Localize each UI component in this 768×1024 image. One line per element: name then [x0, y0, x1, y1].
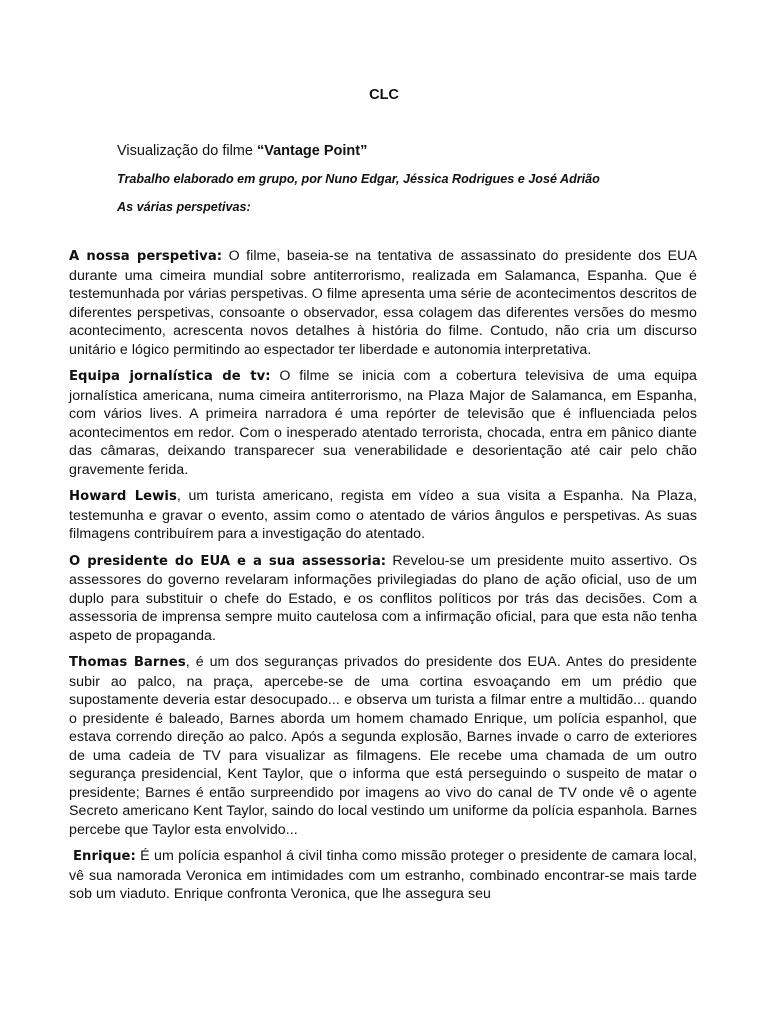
paragraph-text: O filme, baseia-se na tentativa de assassinato do presidente dos EUA durante uma cimeira mundial sobre antiterrorismo, realizada em Salamanca, Espanha. Que é testemunhada por várias perspetivas. O filme apresenta uma série de acontecimentos descritos de diferentes perspetivas, consoante o observador, essa colagem das diferentes versões do mesmo acontecimento, acrescenta novos detalhes à história do filme. Contudo, não cria um discurso unitário e lógico permitindo ao espectador ter liberdade e autonomia interpretativa. — [69, 248, 697, 358]
paragraph-presidente — [69, 552, 697, 646]
paragraph-howard-lewis — [69, 487, 697, 544]
paragraph-text: Revelou-se um presidente muito assertivo. Os assessores do governo revelaram informações privilegiadas do plano de ação oficial, uso de um duplo para substituir o chefe do Estado, e os conflitos políticos por trás das decisões. Com a assessoria de imprensa sempre muito cautelosa com a infirmação oficial, para que esta não tenha aspeto de propaganda. — [69, 552, 697, 644]
paragraph-nossa-perspetiva — [69, 247, 697, 359]
paragraph-label: Thomas Barnes — [69, 655, 186, 670]
document-header — [117, 142, 717, 227]
paragraph-text: O filme se inicia com a cobertura televisiva de uma equipa jornalística americana, numa cimeira antiterrorismo, na Plaza Major de Salamanca, em Espanha, com vários lives. A primeira narradora é uma repórter de televisão que é influenciada pelos acontecimentos em redor. Com o inesperado atentado terrorista, chocada, entra em pânico diante das câmaras, deixando transparecer sua venerabilidade e desorientação até cair pelo chão gravemente ferida. — [69, 368, 697, 478]
paragraph-text: , é um dos seguranças privados do presidente dos EUA. Antes do presidente subir ao palco, na praça, apercebe-se de uma cortina esvoaçando em um prédio que supostamente deveria estar desocupado... e observa um turista a filmar entre a multidão... quando o presidente é baleado, Barnes aborda um homem chamado Enrique, um polícia espanhol, que estava correndo direção ao palco. Após a segunda explosão, Barnes invade o carro de exteriores de uma cadeia de TV para visualizar as filmagens. Ele recebe uma chamada de um outro segurança presidencial, Kent Taylor, que o informa que está perseguindo o suspeito de matar o presidente; Barnes é então surpreendido por imagens ao vivo do canal de TV onde vê o agente Secreto americano Kent Taylor, saindo do local vestindo um uniforme da polícia espanhola. Barnes percebe que Taylor esta envolvido... — [69, 654, 697, 838]
film-name: “Vantage Point” — [256, 143, 368, 159]
paragraph-label: O presidente do EUA e a sua assessoria: — [69, 553, 387, 569]
paragraph-label: Enrique: — [73, 849, 136, 864]
document-title: CLC — [369, 87, 399, 103]
authors-line: Trabalho elaborado em grupo, por Nuno Edgar, Jéssica Rodrigues e José Adrião — [117, 172, 600, 186]
paragraph-text: É um polícia espanhol á civil tinha como missão proteger o presidente de camara local, vê sua namorada Veronica em intimidades com um estranho, combinado encontrar-se mais tarde sob um viaduto. Enrique confronta Veronica, que lhe assegura seu — [69, 848, 697, 902]
document-body — [69, 247, 697, 912]
paragraph-equipa-jornalistica — [69, 367, 697, 479]
paragraph-enrique — [69, 847, 697, 904]
paragraph-label: A nossa perspetiva: — [69, 249, 223, 264]
paragraph-label: Equipa jornalística de tv: — [69, 369, 271, 384]
paragraph-label: Howard Lewis — [69, 489, 177, 504]
subtitle-prefix: Visualização do filme — [117, 143, 257, 159]
perspectives-heading: As várias perspetivas: — [117, 200, 251, 214]
film-subtitle — [117, 142, 717, 161]
paragraph-text: , um turista americano, regista em vídeo a sua visita a Espanha. Na Plaza, testemunha e gravar o evento, assim como o atentado de vários ângulos e perspetivas. As suas filmagens contribuírem para a investigação do atentado. — [69, 488, 698, 542]
paragraph-thomas-barnes — [69, 653, 697, 839]
